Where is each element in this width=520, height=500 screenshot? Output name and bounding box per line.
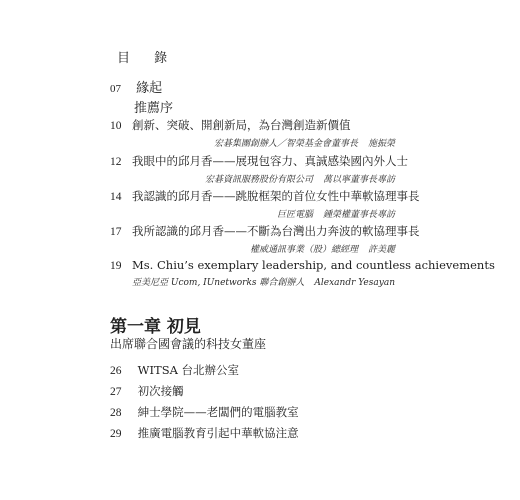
entry-title: Ms. Chiu’s exemplary leadership, and countless achievements	[132, 258, 495, 272]
entry-author-name: 施振榮	[367, 139, 395, 149]
entry-title: 初次接觸	[137, 384, 184, 398]
toc-heading: 目 錄	[117, 51, 178, 66]
entry-title: 我認識的邱月香——跳脫框架的首位女性中華軟協理事長	[132, 189, 420, 203]
entry-author-role: 巨匠電腦	[276, 210, 313, 220]
preface-entry[interactable]	[110, 117, 395, 149]
preface-entry[interactable]	[110, 153, 408, 185]
page-number: 17	[110, 226, 122, 238]
chapter-subtitle: 出席聯合國會議的科技女董座	[110, 337, 267, 351]
page-number: 14	[110, 191, 122, 203]
chapter-title: 第一章 初見	[110, 317, 201, 337]
chapter-entry[interactable]	[110, 362, 239, 378]
entry-author-role: 權威通訊事業（股）總經理	[249, 245, 358, 255]
entry-author-role: 亞美尼亞 Ucom, IUnetworks 聯合創辦人	[132, 278, 305, 288]
chapter-entry[interactable]	[110, 383, 184, 399]
entry-author-name: Alexandr Yesayan	[314, 278, 395, 288]
page-number: 19	[110, 260, 122, 272]
page-number: 29	[110, 428, 122, 440]
preface-entry[interactable]	[110, 223, 420, 255]
page-number: 07	[110, 83, 121, 95]
page-number: 10	[110, 120, 122, 132]
entry-author-name: 許美麗	[367, 245, 395, 255]
entry-title: 創新、突破、開創新局，為台灣創造新價值	[132, 118, 351, 132]
chapter-entry[interactable]	[110, 404, 299, 420]
page-number: 26	[110, 365, 122, 377]
entry-author-name: 鍾榮權董事長專訪	[322, 210, 395, 220]
opening-entry[interactable]	[110, 77, 390, 96]
entry-title: WITSA 台北辦公室	[137, 363, 240, 377]
page-number: 27	[110, 386, 122, 398]
preface-entry[interactable]	[110, 258, 495, 288]
page-number: 28	[110, 407, 122, 419]
entry-title: 推廣電腦教育引起中華軟協注意	[137, 426, 299, 440]
page-number: 12	[110, 156, 122, 168]
preface-entry[interactable]	[110, 188, 420, 220]
entry-title: 我所認識的邱月香——不斷為台灣出力奔波的軟協理事長	[132, 224, 420, 238]
preface-heading: 推薦序	[134, 101, 174, 116]
entry-title: 緣起	[136, 81, 163, 96]
entry-author-name: 萬以寧董事長專訪	[322, 175, 395, 185]
chapter-entry[interactable]	[110, 425, 299, 441]
entry-title: 我眼中的邱月香——展現包容力、真誠感染國內外人士	[132, 154, 408, 168]
entry-title: 紳士學院——老闆們的電腦教室	[137, 405, 299, 419]
entry-author-role: 宏碁資訊服務股份有限公司	[204, 175, 313, 185]
entry-author-role: 宏碁集團創辦人／智榮基金會董事長	[213, 139, 358, 149]
